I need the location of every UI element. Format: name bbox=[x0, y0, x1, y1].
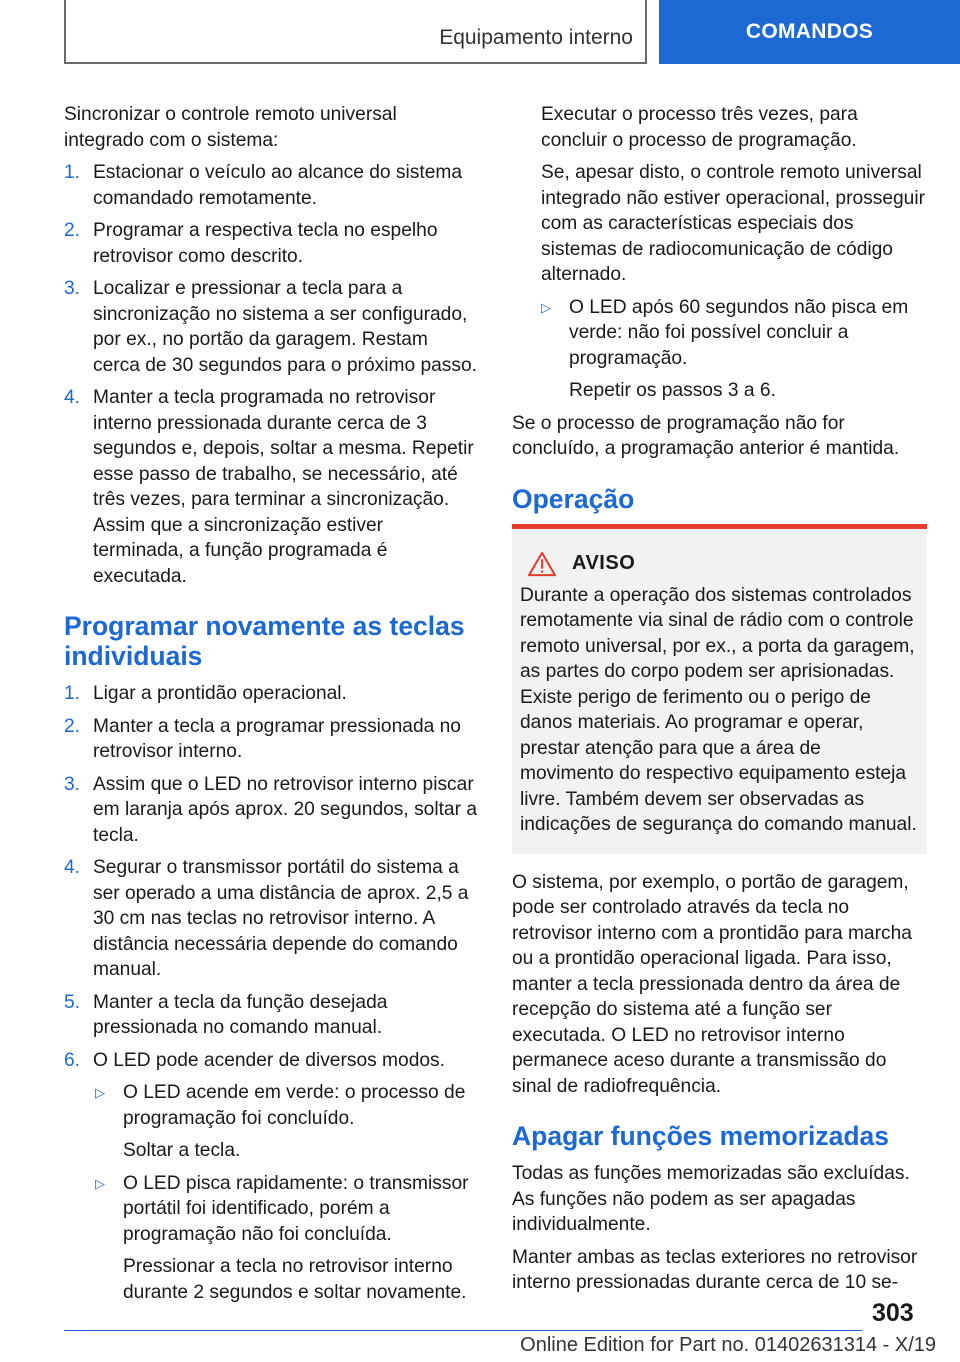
heading-delete: Apagar funções memorizadas bbox=[512, 1121, 890, 1151]
step-text: Ligar a prontidão operacional. bbox=[93, 683, 347, 704]
bullet-action: Pressionar a tecla no retrovisor interno durante 2 segundos e soltar novamente. bbox=[123, 1256, 467, 1303]
list-item bbox=[64, 218, 479, 269]
chapter-title: COMANDOS bbox=[745, 20, 874, 43]
list-item bbox=[64, 714, 479, 765]
bullet-text: O LED acende em verde: o processo de programação foi concluído. bbox=[123, 1082, 466, 1129]
step-number: 3. bbox=[64, 278, 81, 299]
chapter-tab bbox=[659, 0, 960, 64]
step-number: 1. bbox=[64, 683, 81, 704]
step-text: Manter a tecla programada no retrovisor interno pressionada durante cerca de 3 segundos e, depois, soltar a mesma. Repetir esse passo de trabalho, se necessário, até três vezes, para terminar a sincronização. Assim que a sincronização estiver terminada, a função programada é executada. bbox=[93, 387, 474, 587]
not-concluded-text: Se o processo de programação não for concluído, a programação anterior é mantida. bbox=[512, 412, 900, 459]
list-item bbox=[64, 772, 479, 849]
step-number: 2. bbox=[64, 220, 81, 241]
section-title: Equipamento interno bbox=[439, 26, 633, 49]
sync-steps-list bbox=[64, 160, 479, 589]
step-number: 6. bbox=[64, 1049, 81, 1071]
reprogram-steps-list bbox=[64, 681, 479, 1073]
warning-text: Durante a operação dos sistemas controlados remotamente via sinal de rádio com o controle remoto universal, por ex., a porta da garagem, as partes do corpo podem ser aprisionadas. Existe perigo de ferimento ou o perigo de danos materiais. Ao programar e operar, prestar atenção para que a área de movimento do respectivo equipamento esteja livre. Também devem ser observadas as indicações de segurança do comando manual. bbox=[520, 584, 917, 835]
continued-bullet bbox=[541, 102, 927, 288]
step-text: Assim que o LED no retrovisor interno piscar em laranja após aprox. 20 segundos, soltar a tecla. bbox=[93, 773, 477, 846]
step-text: Programar a respectiva tecla no espelho retrovisor como descrito. bbox=[93, 220, 438, 267]
operation-text: O sistema, por exemplo, o portão de garagem, pode ser controlado através da tecla no retrovisor interno com a prontidão para marcha ou a prontidão operacional ligada. Para isso, manter a tecla pressionada dentro da área de recepção do sistema até a função ser executada. O LED no retrovisor interno permanece aceso durante a transmissão do sinal de radiofrequência. bbox=[512, 871, 912, 1097]
led-fail-list bbox=[512, 295, 927, 404]
bullet-action: Soltar a tecla. bbox=[123, 1140, 241, 1161]
list-item bbox=[64, 276, 479, 378]
bullet-action: Repetir os passos 3 a 6. bbox=[569, 380, 776, 401]
list-item bbox=[64, 1048, 479, 1074]
triangle-bullet-icon: ▷ bbox=[95, 1085, 105, 1100]
step-text: Segurar o transmissor portátil do sistema a ser operado a uma distância de aprox. 2,5 a 30 cm nas teclas no retrovisor interno. A distância necessária depende do comando manual. bbox=[93, 857, 469, 980]
continued-text: Executar o processo três vezes, para concluir o processo de programação. bbox=[541, 104, 858, 151]
step-text: Localizar e pressionar a tecla para a sincronização no sistema a ser configurado, por ex., no portão da garagem. Restam cerca de 30 segundos para o próximo passo. bbox=[93, 278, 477, 376]
warning-triangle-icon bbox=[526, 551, 558, 577]
list-item bbox=[512, 295, 927, 404]
footer-divider bbox=[64, 1330, 862, 1331]
delete-text: Todas as funções memorizadas são excluídas. As funções não podem as ser apagadas individualmente. bbox=[512, 1163, 910, 1235]
list-item bbox=[93, 1080, 479, 1164]
step-text: Manter a tecla a programar pressionada no retrovisor interno. bbox=[93, 715, 461, 762]
delete-text: Manter ambas as teclas exteriores no retrovisor interno pressionadas durante cerca de 10 se- bbox=[512, 1246, 918, 1293]
step-text: Manter a tecla da função desejada pressionada no comando manual. bbox=[93, 991, 388, 1038]
step-text: O LED pode acender de diversos modos. bbox=[93, 1049, 445, 1071]
step-number: 5. bbox=[64, 991, 81, 1013]
header-section-box bbox=[64, 0, 647, 64]
continued-text: Se, apesar disto, o controle remoto universal integrado não estiver operacional, prosseguir com as características especiais dos sistemas de radiocomunicação de código alternado. bbox=[541, 162, 925, 285]
list-item bbox=[64, 855, 479, 983]
step-number: 3. bbox=[64, 773, 81, 795]
step-number: 1. bbox=[64, 162, 81, 183]
triangle-bullet-icon: ▷ bbox=[95, 1175, 105, 1191]
triangle-bullet-icon: ▷ bbox=[541, 299, 551, 315]
step-number: 2. bbox=[64, 715, 81, 737]
heading-operation: Operação bbox=[512, 483, 635, 514]
warning-label: AVISO bbox=[572, 551, 636, 574]
page-number: 303 bbox=[872, 1299, 914, 1327]
step-number: 4. bbox=[64, 857, 81, 878]
bullet-text: O LED após 60 segundos não pisca em verde: não foi possível concluir a programação. bbox=[569, 296, 909, 369]
heading-reprogram: Programar novamente as teclas individuais bbox=[64, 611, 465, 671]
warning-box bbox=[512, 524, 927, 854]
bullet-text: O LED pisca rapidamente: o transmissor portátil foi identificado, porém a programação não foi concluída. bbox=[123, 1172, 469, 1245]
footer-edition: Online Edition for Part no. 01402631314 - X/19 bbox=[520, 1334, 936, 1356]
list-item bbox=[64, 990, 479, 1041]
list-item bbox=[64, 681, 479, 707]
step-number: 4. bbox=[64, 387, 81, 408]
list-item bbox=[93, 1171, 479, 1306]
sync-intro: Sincronizar o controle remoto universal integrado com o sistema: bbox=[64, 104, 397, 151]
list-item bbox=[64, 160, 479, 211]
list-item bbox=[64, 385, 479, 589]
right-column bbox=[512, 102, 927, 1303]
left-column bbox=[64, 102, 479, 1312]
step-text: Estacionar o veículo ao alcance do sistema comandado remotamente. bbox=[93, 162, 463, 209]
led-modes-list bbox=[93, 1080, 479, 1305]
warning-title bbox=[520, 551, 919, 577]
